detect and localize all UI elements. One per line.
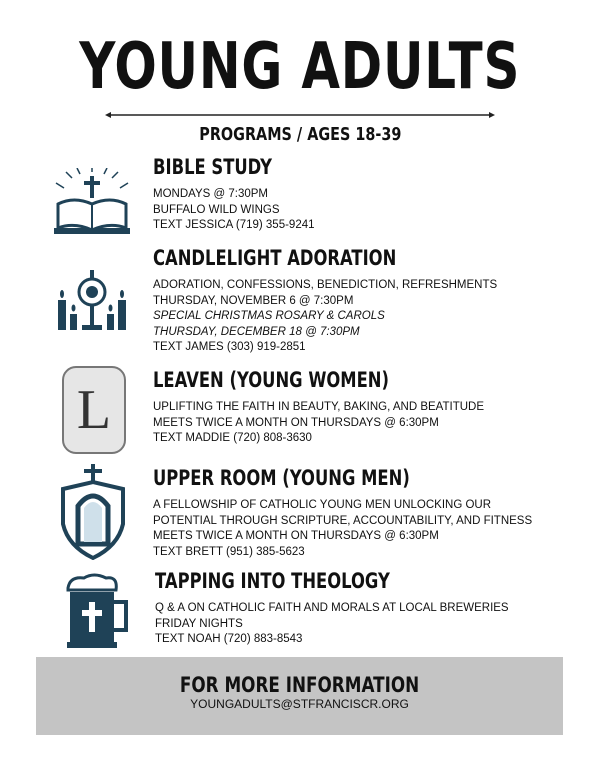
- section-line: MEETS TWICE A MONTH ON THURSDAYS @ 6:30PM: [153, 416, 439, 429]
- section-heading: UPPER ROOM (YOUNG MEN): [153, 466, 410, 490]
- section-line: BUFFALO WILD WINGS: [153, 203, 280, 216]
- page-title: [0, 30, 600, 104]
- open-bible-icon: [52, 168, 132, 238]
- monstrance-candles-icon: [54, 268, 130, 334]
- beer-mug-cross-icon: [64, 572, 130, 650]
- subtitle: [0, 124, 600, 145]
- footer-email[interactable]: YOUNGADULTS@STFRANCISCR.ORG: [190, 697, 409, 711]
- section-line: TEXT JAMES (303) 919-2851: [153, 341, 306, 353]
- section-line: MONDAYS @ 7:30PM: [153, 188, 268, 200]
- section-line: A FELLOWSHIP OF CATHOLIC YOUNG MEN UNLOCKING OUR: [153, 499, 492, 511]
- section-line: THURSDAY, NOVEMBER 6 @ 7:30PM: [153, 294, 354, 307]
- section-line: TEXT MADDIE (720) 808-3630: [153, 432, 312, 444]
- footer-info-box: [36, 657, 563, 735]
- arrow-divider: [105, 112, 495, 118]
- shield-cross-icon: [58, 464, 128, 560]
- section-tapping-into-theology: [155, 569, 509, 648]
- section-line: FRIDAY NIGHTS: [155, 617, 243, 630]
- section-bible-study: [153, 155, 315, 234]
- section-heading: TAPPING INTO THEOLOGY: [155, 569, 390, 593]
- section-line: THURSDAY, DECEMBER 18 @ 7:30PM: [153, 325, 360, 338]
- section-heading: LEAVEN (YOUNG WOMEN): [153, 368, 389, 392]
- subtitle-text: PROGRAMS / AGES 18-39: [198, 124, 402, 145]
- section-upper-room: [153, 466, 532, 560]
- section-leaven: [153, 368, 484, 447]
- section-line: POTENTIAL THROUGH SCRIPTURE, ACCOUNTABILITY, AND FITNESS: [153, 514, 533, 527]
- section-line: UPLIFTING THE FAITH IN BEAUTY, BAKING, AND BEATITUDE: [153, 401, 485, 413]
- section-heading: BIBLE STUDY: [153, 155, 272, 179]
- section-line: TEXT BRETT (951) 385-5623: [153, 545, 305, 558]
- footer-heading-text: FOR MORE INFORMATION: [179, 673, 420, 697]
- section-line: Q & A ON CATHOLIC FAITH AND MORALS AT LOCAL BREWERIES: [155, 602, 509, 614]
- section-line: TEXT JESSICA (719) 355-9241: [153, 219, 315, 231]
- ornate-letter-l-icon: L: [62, 366, 126, 454]
- section-candlelight-adoration: [153, 246, 497, 356]
- section-line: SPECIAL CHRISTMAS ROSARY & CAROLS: [153, 310, 385, 322]
- section-heading: CANDLELIGHT ADORATION: [153, 246, 397, 270]
- footer-heading: [36, 673, 563, 697]
- title-text: YOUNG ADULTS: [79, 30, 521, 104]
- section-line: ADORATION, CONFESSIONS, BENEDICTION, REFRESHMENTS: [153, 279, 498, 291]
- section-line: TEXT NOAH (720) 883-8543: [155, 633, 303, 645]
- section-line: MEETS TWICE A MONTH ON THURSDAYS @ 6:30PM: [153, 530, 439, 542]
